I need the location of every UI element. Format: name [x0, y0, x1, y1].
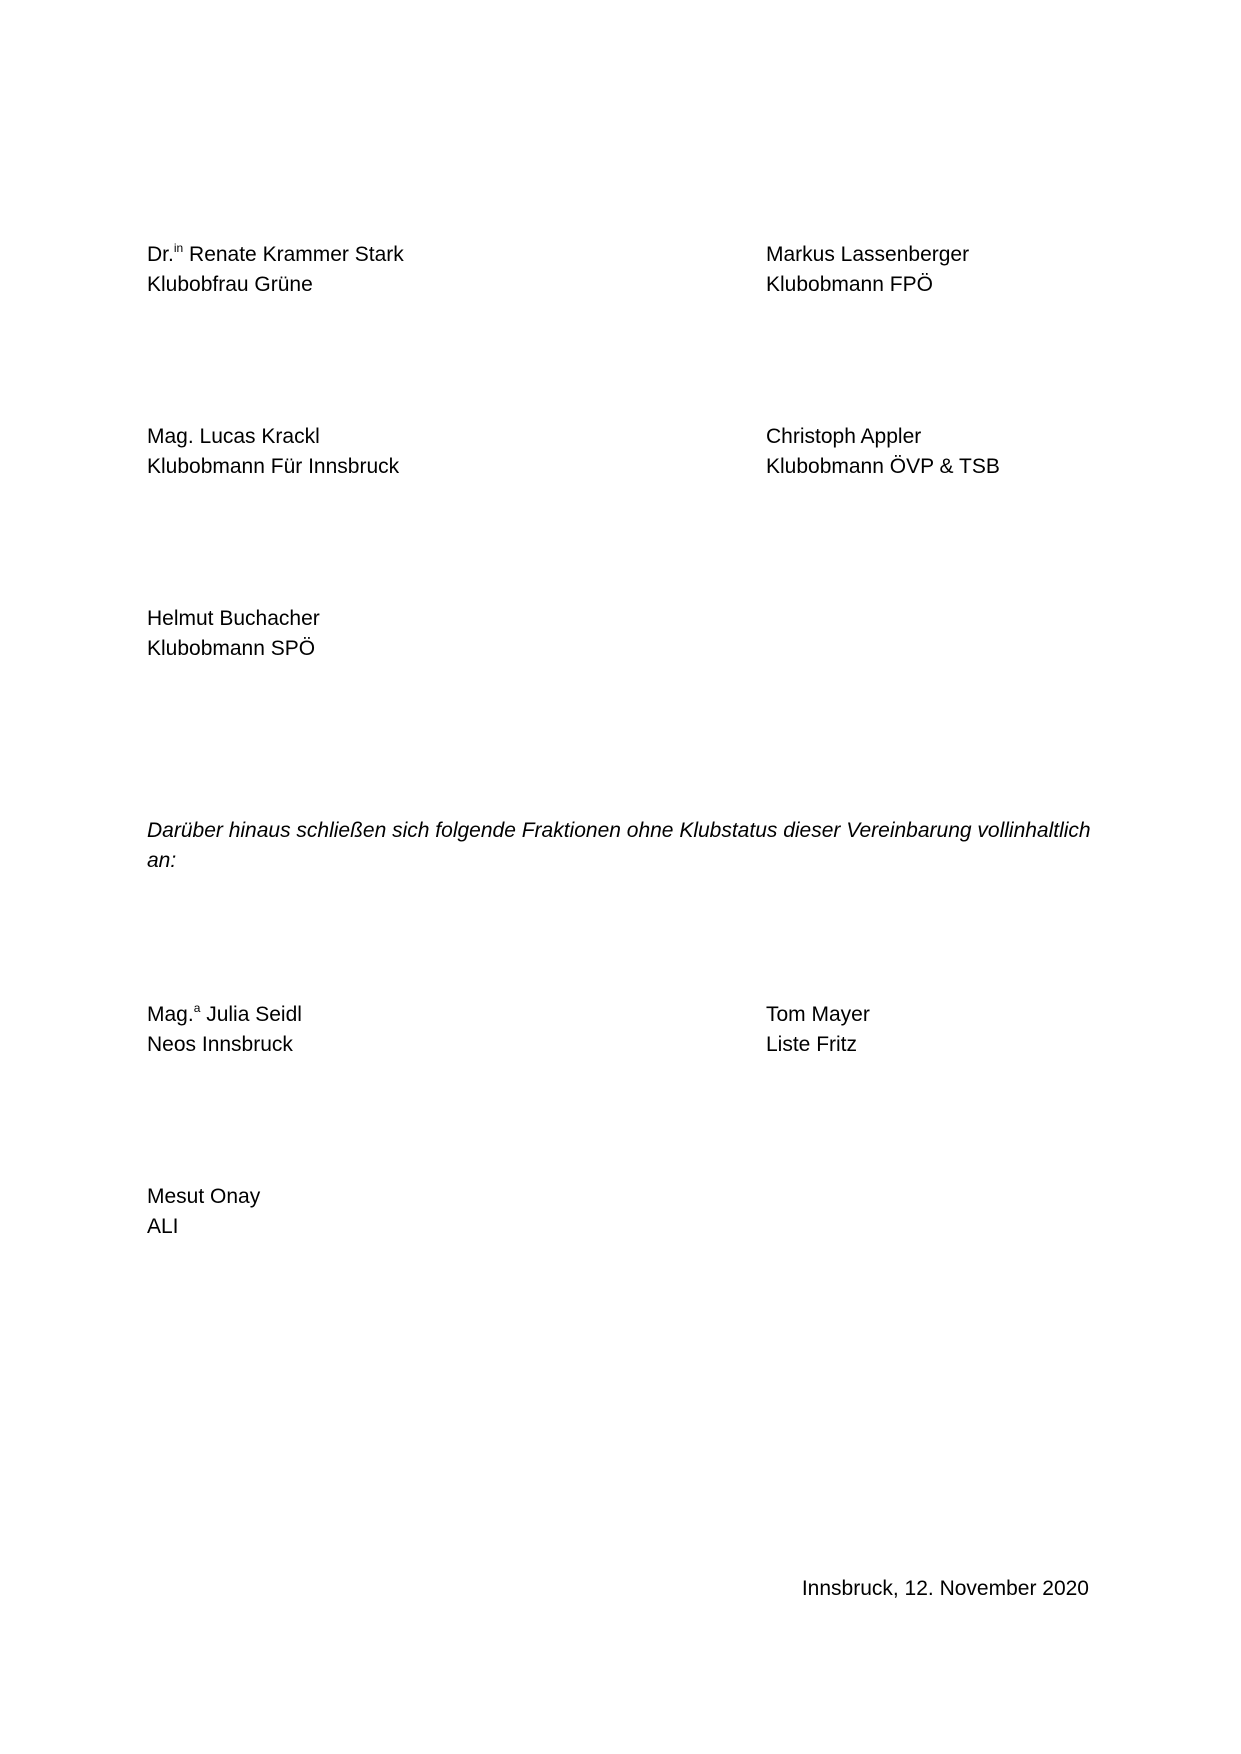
- faction-role: Liste Fritz: [766, 1033, 858, 1056]
- title-prefix: Dr.: [147, 243, 174, 266]
- name-text: Renate Krammer Stark: [183, 243, 404, 266]
- signatory-name: [147, 240, 404, 270]
- signatory-name: Mag. Lucas Krackl: [147, 425, 320, 448]
- name-text: Julia Seidl: [200, 1003, 302, 1026]
- accession-statement: Darüber hinaus schließen sich folgende Fraktionen ohne Klubstatus dieser Vereinbarung vollinhaltlich an:: [147, 819, 1091, 872]
- signatory-name: Christoph Appler: [766, 425, 922, 448]
- signatory-appler: [766, 422, 1000, 482]
- place-date: Innsbruck, 12. November 2020: [801, 1577, 1089, 1600]
- signatory-role: Klubobmann SPÖ: [147, 637, 316, 660]
- signatory-krackl: [147, 422, 399, 482]
- faction-onay: [147, 1182, 260, 1242]
- faction-role: Neos Innsbruck: [147, 1033, 293, 1056]
- signatory-name: Markus Lassenberger: [766, 243, 970, 266]
- signatory-krammer-stark: [147, 240, 404, 300]
- faction-name: Mesut Onay: [147, 1185, 261, 1208]
- signatory-role: Klubobmann ÖVP & TSB: [766, 455, 1000, 478]
- title-superscript: in: [173, 241, 184, 255]
- faction-mayer: [766, 1000, 870, 1060]
- signatory-lassenberger: [766, 240, 969, 300]
- faction-name: Tom Mayer: [766, 1003, 870, 1026]
- faction-seidl: [147, 1000, 302, 1060]
- signatory-role: Klubobmann FPÖ: [766, 273, 933, 296]
- signatory-name: Helmut Buchacher: [147, 607, 320, 630]
- title-superscript: a: [193, 1001, 201, 1015]
- title-prefix: Mag.: [147, 1003, 194, 1026]
- faction-role: ALI: [147, 1215, 179, 1238]
- faction-name: [147, 1000, 302, 1030]
- signatory-role: Klubobmann Für Innsbruck: [147, 455, 400, 478]
- signatory-role: Klubobfrau Grüne: [147, 273, 313, 296]
- signatory-buchacher: [147, 604, 320, 664]
